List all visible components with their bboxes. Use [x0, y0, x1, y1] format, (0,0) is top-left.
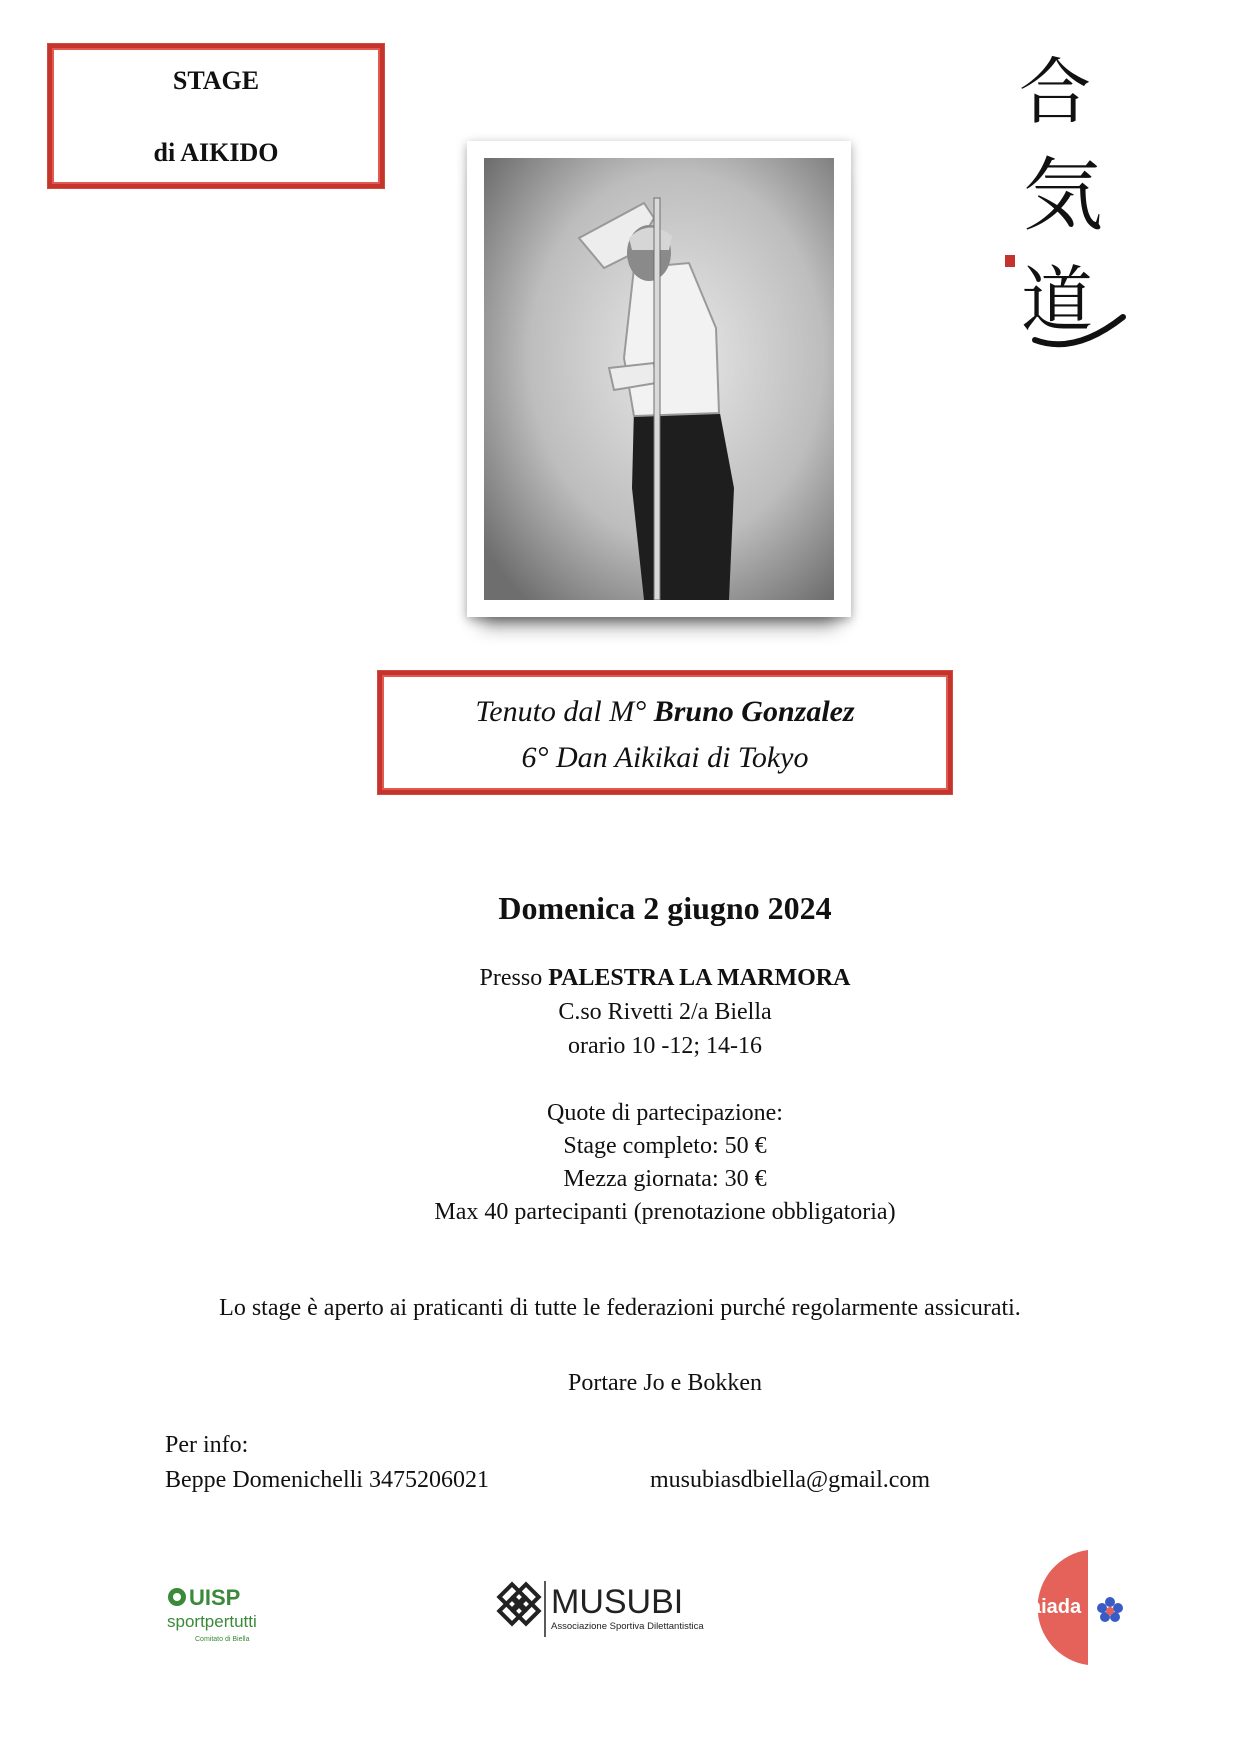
fees-title: Quote di partecipazione: [547, 1100, 783, 1126]
calligraphy-char-do: 道 [1020, 258, 1094, 342]
stage-title-line2: di AIKIDO [153, 138, 279, 167]
musubi-sub-text: Associazione Sportiva Dilettantistica [551, 1621, 704, 1632]
bring-note: Portare Jo e Bokken [568, 1370, 762, 1396]
contact-name-phone: Beppe Domenichelli 3475206021 [165, 1467, 489, 1493]
open-note: Lo stage è aperto ai praticanti di tutte le federazioni purché regolarmente assicurati. [219, 1295, 1021, 1321]
info-label: Per info: [165, 1432, 249, 1458]
seal-stamp-icon [1005, 255, 1015, 267]
contact-email: musubiasdbiella@gmail.com [650, 1467, 931, 1493]
uisp-small-text: Comitato di Biella [195, 1636, 250, 1643]
musubi-main-text: MUSUBI [551, 1583, 684, 1621]
uisp-sub-text: sportpertutti [167, 1612, 257, 1631]
calligraphy-char-ki: 気 [1023, 149, 1103, 242]
musubi-knot-icon [499, 1584, 538, 1623]
venue-name: PALESTRA LA MARMORA [548, 965, 851, 991]
venue-line [380, 965, 950, 992]
fee-full: Stage completo: 50 € [563, 1133, 767, 1159]
teacher-rank: 6° Dan Aikikai di Tokyo [521, 741, 809, 774]
teacher-photo [484, 158, 834, 600]
aiada-logo [1012, 1550, 1132, 1665]
venue-address: C.so Rivetti 2/a Biella [558, 999, 772, 1025]
teacher-prefix: Tenuto dal M° [475, 695, 654, 728]
uisp-main-text: UISP [189, 1585, 241, 1610]
aikido-calligraphy [1005, 55, 1135, 375]
max-participants: Max 40 partecipanti (prenotazione obbligatoria) [434, 1199, 896, 1225]
teacher-photo-frame [467, 141, 851, 617]
event-date: Domenica 2 giugno 2024 [498, 890, 832, 926]
calligraphy-char-ai: 合 [1018, 55, 1092, 134]
presso-label: Presso [479, 965, 549, 991]
teacher-line [382, 695, 948, 729]
fee-half: Mezza giornata: 30 € [563, 1166, 767, 1192]
stage-title-line1: STAGE [172, 66, 260, 95]
stage-title-box [48, 44, 384, 188]
teacher-name: Bruno Gonzalez [653, 695, 855, 728]
teacher-box [378, 671, 952, 794]
aiada-flower-icon [1097, 1597, 1123, 1622]
aiada-text: aiada [1030, 1596, 1082, 1618]
musubi-logo [493, 1573, 753, 1643]
uisp-logo [165, 1583, 275, 1647]
event-hours: orario 10 -12; 14-16 [568, 1033, 762, 1059]
